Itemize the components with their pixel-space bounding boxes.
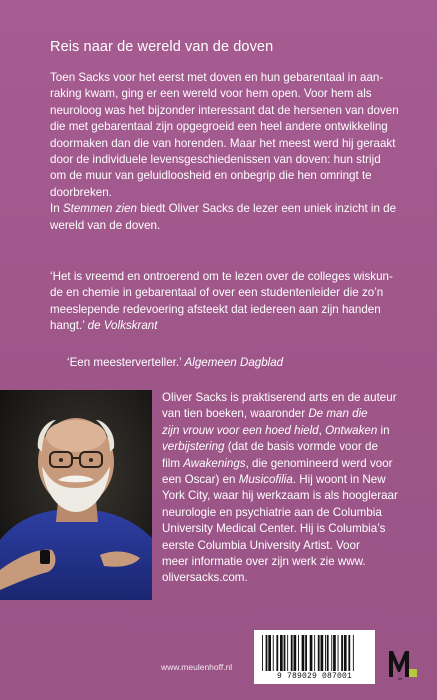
bio-line: , die genomineerd werd voor	[245, 456, 393, 470]
barcode-bar	[325, 635, 326, 671]
bio-line: van tien boeken, waaronder	[162, 407, 309, 421]
press-quote-volkskrant	[50, 269, 400, 335]
blurb-text	[50, 70, 402, 234]
blurb-paragraph	[50, 70, 402, 201]
bio-line: (dat de basis vormde voor de	[224, 440, 378, 454]
quote-line: hangt.’	[50, 319, 85, 333]
logo-wordmark: M	[398, 676, 402, 681]
blurb-line: Toen Sacks voor het eerst met doven en hun gebarentaal in aan-	[50, 71, 384, 84]
quote-line: de en chemie in gebarentaal of over een studentenleider die zo’n	[50, 286, 384, 300]
author-bio	[162, 390, 417, 587]
bio-paragraph	[162, 390, 417, 587]
bio-line: oliversacks.com.	[162, 571, 248, 585]
barcode-bar	[284, 635, 286, 671]
author-photo	[0, 390, 152, 600]
bio-line: York City, waar hij werkzaam is als hoogleraar	[162, 489, 398, 503]
barcode-bar	[338, 635, 339, 671]
bio-line: Oliver Sacks is praktiserend arts en de auteur	[162, 391, 397, 404]
bio-separator: ,	[318, 423, 326, 437]
barcode-bar	[280, 635, 283, 671]
bio-line: in	[377, 423, 390, 437]
barcode-bar	[273, 635, 274, 671]
bio-line: film	[162, 456, 184, 470]
blurb-p2-pre: In	[50, 202, 63, 216]
barcode-bar	[314, 635, 315, 671]
quote-line: ‘Het is vreemd en ontroerend om te lezen over de colleges wiskun-	[50, 270, 393, 283]
barcode-bar	[331, 635, 332, 671]
book-title-italic: Musicofilia	[238, 473, 293, 487]
film-title-italic: Awakenings	[183, 456, 246, 470]
bio-line: meer informatie over zijn werk zie www.	[162, 555, 366, 569]
barcode-bar	[327, 635, 329, 671]
barcode-bar	[344, 635, 347, 671]
barcode-bar	[310, 635, 313, 671]
barcode-bar	[294, 635, 297, 671]
book-title-italic: Ontwaken	[325, 423, 378, 437]
quote-source: de Volkskrant	[87, 319, 158, 333]
barcode-bar	[266, 635, 268, 671]
barcode-bar	[298, 635, 299, 671]
barcode-bar	[291, 635, 293, 671]
barcode-bar	[318, 635, 320, 671]
blurb-line: doorbreken.	[50, 185, 112, 199]
isbn-number: 9 789029 087001	[276, 672, 352, 681]
barcode-bar	[302, 635, 305, 671]
barcode-bar	[333, 635, 336, 671]
barcode-bar	[321, 635, 324, 671]
bio-line: eerste Columbia University Artist. Voor	[162, 538, 360, 552]
bio-line: een Oscar) en	[162, 473, 239, 487]
blurb-p2-line2: wereld van de doven.	[50, 218, 161, 232]
bio-line: neurologie en psychiatrie aan de Columbia	[162, 505, 382, 519]
barcode-bar	[287, 635, 288, 671]
publisher-website: www.meulenhoff.nl	[161, 662, 233, 672]
barcode-bar	[262, 635, 263, 671]
blurb-line: raking kwam, ging er een wereld voor hem open. Voor hem als	[50, 87, 372, 101]
blurb-line: om de muur van geluidloosheid en onbegrip die hen omringt te	[50, 169, 372, 183]
blurb-line: doormaken dan die van horenden. Maar het meest werd hij geraakt	[50, 136, 396, 150]
quote-line: meeslepende redevoering afsteekt dat iedereen aan zijn handen	[50, 302, 381, 316]
meulenhoff-logo-icon	[388, 647, 418, 681]
bio-line: . Hij woont in New	[292, 473, 386, 487]
publisher-logo-mark	[388, 647, 418, 681]
press-quote-ad	[67, 355, 283, 371]
author-portrait-illustration	[0, 390, 152, 600]
barcode-bar	[305, 635, 307, 671]
bio-line: University Medical Center. Hij is Columbia’s	[162, 522, 386, 536]
barcode-bar	[353, 635, 354, 671]
barcode-bar	[268, 635, 271, 671]
book-title-italic: zijn vrouw voor een hoed hield	[162, 423, 319, 437]
blurb-line: neuroloog was het bijzonder interessant dat de hersenen van doven	[50, 103, 399, 117]
blurb-paragraph-2	[50, 201, 402, 234]
barcode-bar	[341, 635, 343, 671]
book-title-italic: De man die	[308, 407, 368, 421]
blurb-p2-post: biedt Oliver Sacks de lezer een uniek inzicht in de	[137, 202, 397, 216]
book-title-italic: Stemmen zien	[62, 202, 137, 216]
book-title-italic: verbijstering	[162, 440, 225, 454]
barcode-bar	[276, 635, 278, 671]
cover-heading: Reis naar de wereld van de doven	[50, 39, 274, 55]
quote-source: Algemeen Dagblad	[184, 356, 284, 369]
quote-text: ‘Een meesterverteller.’	[67, 356, 182, 369]
isbn-barcode	[254, 630, 375, 684]
blurb-line: die met gebarentaal zijn opgegroeid een heel andere ontwikkeling	[50, 120, 388, 134]
blurb-line: door de individuele levensgeschiedenissen van doven: hun strijd	[50, 153, 381, 167]
barcode-bar	[348, 635, 350, 671]
